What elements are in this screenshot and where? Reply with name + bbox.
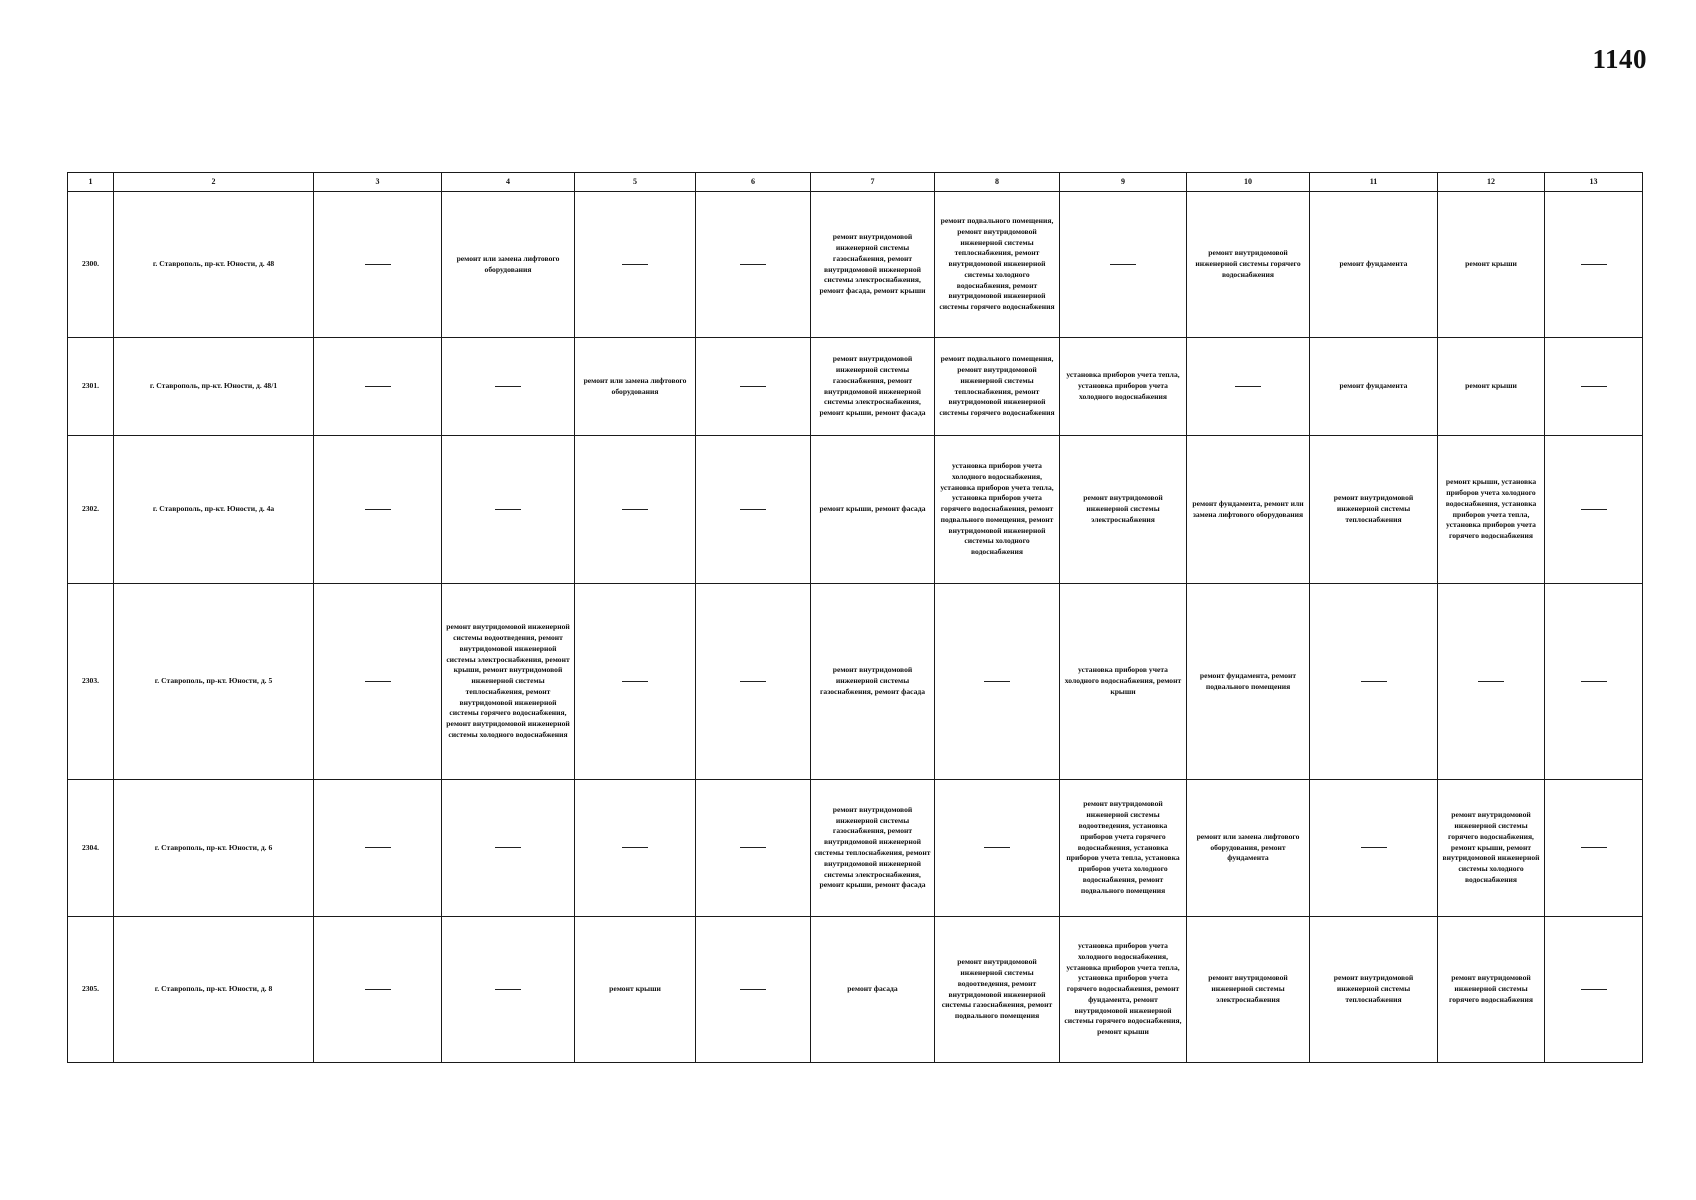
column-number-header: 9	[1060, 173, 1187, 192]
column-number-header: 13	[1545, 173, 1643, 192]
cell-text: ремонт крыши	[609, 984, 661, 994]
cell-text: ремонт внутридомовой инженерной системы горячего водоснабжения	[1195, 248, 1301, 279]
work-type-cell	[1187, 780, 1310, 917]
work-type-cell	[811, 584, 935, 780]
address-cell	[114, 436, 314, 584]
row-number-cell	[68, 584, 114, 780]
empty-dash	[365, 989, 391, 990]
empty-dash	[740, 681, 766, 682]
work-type-cell	[1545, 192, 1643, 338]
cell-text: ремонт внутридомовой инженерной системы газоснабжения, ремонт внутридомовой инженерной системы электроснабжения, ремонт крыши, ремонт фасада	[819, 354, 926, 418]
work-type-cell	[696, 436, 811, 584]
row-number-cell	[68, 436, 114, 584]
column-number-header: 11	[1310, 173, 1438, 192]
page-number: 1140	[1592, 44, 1647, 74]
work-type-cell	[1438, 917, 1545, 1063]
work-type-cell	[1438, 192, 1545, 338]
work-type-cell	[811, 338, 935, 436]
work-type-cell	[935, 584, 1060, 780]
work-type-cell	[314, 436, 442, 584]
work-type-cell	[1187, 192, 1310, 338]
cell-text: 2305.	[81, 984, 100, 994]
work-type-cell	[696, 584, 811, 780]
cell-text: ремонт крыши	[1465, 381, 1517, 391]
column-number-header: 5	[575, 173, 696, 192]
empty-dash	[1581, 264, 1607, 265]
work-type-cell	[1060, 338, 1187, 436]
cell-text: ремонт или замена лифтового оборудования, ремонт фундамента	[1196, 831, 1300, 863]
work-type-cell	[1187, 436, 1310, 584]
cell-text: ремонт внутридомовой инженерной системы электроснабжения	[1083, 493, 1163, 524]
cell-text: г. Ставрополь, пр-кт. Юности, д. 48/1	[149, 381, 278, 391]
work-type-cell	[1438, 780, 1545, 917]
column-number-row	[68, 173, 1643, 192]
empty-dash	[984, 847, 1010, 848]
empty-dash	[1361, 847, 1387, 848]
cell-text: ремонт внутридомовой инженерной системы водоотведения, установка приборов учета горячего водоснабжения, установка приборов учета тепла, установка приборов учета холодного водоснабжения, ремонт подвального помещения	[1066, 799, 1180, 895]
empty-dash	[365, 847, 391, 848]
table-row	[68, 917, 1643, 1063]
work-type-cell	[1060, 192, 1187, 338]
empty-dash	[495, 386, 521, 387]
empty-dash	[1581, 681, 1607, 682]
table-row	[68, 780, 1643, 917]
work-type-cell	[575, 780, 696, 917]
cell-text: ремонт фасада	[847, 984, 898, 994]
cell-text: ремонт фундамента	[1339, 381, 1408, 391]
cell-text: ремонт фундамента, ремонт подвального помещения	[1199, 670, 1297, 691]
empty-dash	[365, 509, 391, 510]
work-type-cell	[442, 917, 575, 1063]
work-type-cell	[1187, 338, 1310, 436]
cell-text: 2301.	[81, 381, 100, 391]
empty-dash	[1581, 989, 1607, 990]
empty-dash	[622, 264, 648, 265]
work-type-cell	[1310, 436, 1438, 584]
empty-dash	[365, 264, 391, 265]
column-number-header: 3	[314, 173, 442, 192]
table-row	[68, 192, 1643, 338]
work-type-cell	[935, 780, 1060, 917]
empty-dash	[495, 989, 521, 990]
work-type-cell	[442, 436, 575, 584]
cell-text: установка приборов учета холодного водоснабжения, установка приборов учета тепла, установка приборов учета горячего водоснабжения, ремонт фундамента, ремонт внутридомовой инженерной системы горячего водоснабжения, ремонт крыши	[1064, 940, 1182, 1037]
work-type-cell	[442, 584, 575, 780]
cell-text: установка приборов учета холодного водоснабжения, установка приборов учета тепла, установка приборов учета горячего водоснабжения, ремонт подвального помещения, ремонт внутридомовой инженерной системы холодного водоснабжения	[940, 460, 1054, 557]
work-type-cell	[696, 917, 811, 1063]
cell-text: ремонт внутридомовой инженерной системы газоснабжения, ремонт внутридомовой инженерной системы теплоснабжения, ремонт внутридомовой инженерной системы электроснабжения, ремонт крыши, ремонт фасада	[814, 804, 931, 890]
address-cell	[114, 780, 314, 917]
work-type-cell	[1310, 192, 1438, 338]
work-type-cell	[575, 192, 696, 338]
work-type-cell	[314, 192, 442, 338]
cell-text: г. Ставрополь, пр-кт. Юности, д. 8	[154, 984, 273, 994]
work-type-cell	[1545, 780, 1643, 917]
work-type-cell	[935, 436, 1060, 584]
cell-text: ремонт внутридомовой инженерной системы теплоснабжения	[1333, 973, 1414, 1004]
empty-dash	[1110, 264, 1136, 265]
empty-dash	[622, 509, 648, 510]
column-number-header: 1	[68, 173, 114, 192]
work-type-cell	[1187, 917, 1310, 1063]
column-number-header: 10	[1187, 173, 1310, 192]
cell-text: ремонт крыши, установка приборов учета холодного водоснабжения, установка приборов учета тепла, установка приборов учета горячего водоснабжения	[1445, 477, 1537, 541]
cell-text: 2303.	[81, 676, 100, 686]
work-type-cell	[442, 780, 575, 917]
column-number-header: 12	[1438, 173, 1545, 192]
empty-dash	[495, 847, 521, 848]
column-number-header: 4	[442, 173, 575, 192]
work-type-cell	[575, 436, 696, 584]
table-body	[68, 192, 1643, 1063]
row-number-cell	[68, 917, 114, 1063]
address-cell	[114, 584, 314, 780]
work-type-cell	[1060, 917, 1187, 1063]
cell-text: ремонт внутридомовой инженерной системы газоснабжения, ремонт фасада	[819, 665, 926, 696]
cell-text: ремонт внутридомовой инженерной системы электроснабжения	[1208, 973, 1288, 1004]
work-type-cell	[1310, 584, 1438, 780]
repair-schedule-table	[67, 172, 1643, 1063]
empty-dash	[622, 847, 648, 848]
work-type-cell	[575, 338, 696, 436]
work-type-cell	[1060, 436, 1187, 584]
work-type-cell	[811, 436, 935, 584]
work-type-cell	[811, 917, 935, 1063]
work-type-cell	[314, 584, 442, 780]
work-type-cell	[442, 338, 575, 436]
empty-dash	[1478, 681, 1504, 682]
cell-text: ремонт или замена лифтового оборудования	[583, 375, 687, 396]
empty-dash	[984, 681, 1010, 682]
address-cell	[114, 338, 314, 436]
work-type-cell	[1545, 917, 1643, 1063]
table-row	[68, 584, 1643, 780]
work-type-cell	[696, 780, 811, 917]
cell-text: ремонт внутридомовой инженерной системы горячего водоснабжения	[1448, 973, 1534, 1004]
cell-text: ремонт внутридомовой инженерной системы газоснабжения, ремонт внутридомовой инженерной системы электроснабжения, ремонт фасада, ремонт крыши	[819, 232, 926, 296]
table-row	[68, 338, 1643, 436]
work-type-cell	[314, 917, 442, 1063]
cell-text: г. Ставрополь, пр-кт. Юности, д. 5	[154, 676, 273, 686]
work-type-cell	[575, 584, 696, 780]
work-type-cell	[935, 917, 1060, 1063]
cell-text: установка приборов учета холодного водоснабжения, ремонт крыши	[1064, 665, 1182, 696]
work-type-cell	[1545, 584, 1643, 780]
empty-dash	[740, 264, 766, 265]
empty-dash	[365, 386, 391, 387]
cell-text: ремонт внутридомовой инженерной системы водоотведения, ремонт внутридомовой инженерной системы электроснабжения, ремонт крыши, ремонт внутридомовой инженерной системы теплоснабжения, ремонт внутридомовой инженерной системы горячего водоснабжения, ремонт внутридомовой инженерной системы холодного водоснабжения	[446, 622, 570, 740]
cell-text: ремонт подвального помещения, ремонт внутридомовой инженерной системы теплоснабжения, ремонт внутридомовой инженерной системы холодного водоснабжения, ремонт внутридомовой инженерной системы горячего водоснабжения	[939, 215, 1055, 312]
address-cell	[114, 192, 314, 338]
column-number-header: 6	[696, 173, 811, 192]
cell-text: г. Ставрополь, пр-кт. Юности, д. 6	[154, 842, 273, 852]
empty-dash	[1581, 386, 1607, 387]
work-type-cell	[811, 192, 935, 338]
empty-dash	[365, 681, 391, 682]
work-type-cell	[811, 780, 935, 917]
work-type-cell	[1187, 584, 1310, 780]
row-number-cell	[68, 192, 114, 338]
work-type-cell	[1438, 436, 1545, 584]
cell-text: установка приборов учета тепла, установка приборов учета холодного водоснабжения	[1066, 370, 1180, 401]
empty-dash	[740, 989, 766, 990]
cell-text: ремонт крыши	[1465, 259, 1517, 269]
work-type-cell	[314, 780, 442, 917]
cell-text: 2302.	[81, 504, 100, 514]
cell-text: г. Ставрополь, пр-кт. Юности, д. 48	[152, 259, 275, 269]
work-type-cell	[696, 192, 811, 338]
cell-text: ремонт или замена лифтового оборудования	[456, 253, 560, 274]
cell-text: г. Ставрополь, пр-кт. Юности, д. 4а	[152, 504, 275, 514]
work-type-cell	[1310, 917, 1438, 1063]
work-type-cell	[696, 338, 811, 436]
work-type-cell	[1310, 780, 1438, 917]
work-type-cell	[1438, 584, 1545, 780]
work-type-cell	[1545, 338, 1643, 436]
empty-dash	[1235, 386, 1261, 387]
column-number-header: 7	[811, 173, 935, 192]
cell-text: ремонт внутридомовой инженерной системы теплоснабжения	[1333, 493, 1414, 524]
work-type-cell	[442, 192, 575, 338]
table-row	[68, 436, 1643, 584]
column-number-header: 8	[935, 173, 1060, 192]
work-type-cell	[935, 338, 1060, 436]
work-type-cell	[1060, 584, 1187, 780]
cell-text: ремонт крыши, ремонт фасада	[819, 504, 926, 514]
empty-dash	[1361, 681, 1387, 682]
empty-dash	[740, 386, 766, 387]
empty-dash	[740, 847, 766, 848]
empty-dash	[1581, 509, 1607, 510]
work-type-cell	[1545, 436, 1643, 584]
cell-text: ремонт фундамента, ремонт или замена лифтового оборудования	[1192, 498, 1304, 519]
cell-text: ремонт внутридомовой инженерной системы горячего водоснабжения, ремонт крыши, ремонт внутридомовой инженерной системы холодного водоснабжения	[1442, 810, 1540, 884]
work-type-cell	[935, 192, 1060, 338]
cell-text: ремонт подвального помещения, ремонт внутридомовой инженерной системы теплоснабжения, ремонт внутридомовой инженерной системы горячего водоснабжения	[939, 354, 1055, 418]
address-cell	[114, 917, 314, 1063]
empty-dash	[622, 681, 648, 682]
cell-text: ремонт фундамента	[1339, 259, 1408, 269]
empty-dash	[495, 509, 521, 510]
cell-text: 2304.	[81, 842, 100, 852]
empty-dash	[740, 509, 766, 510]
empty-dash	[1581, 847, 1607, 848]
work-type-cell	[575, 917, 696, 1063]
cell-text: ремонт внутридомовой инженерной системы водоотведения, ремонт внутридомовой инженерной системы газоснабжения, ремонт подвального помещения	[941, 957, 1053, 1021]
cell-text: 2300.	[81, 259, 100, 269]
work-type-cell	[1060, 780, 1187, 917]
column-number-header: 2	[114, 173, 314, 192]
row-number-cell	[68, 338, 114, 436]
work-type-cell	[1438, 338, 1545, 436]
work-type-cell	[1310, 338, 1438, 436]
work-type-cell	[314, 338, 442, 436]
row-number-cell	[68, 780, 114, 917]
